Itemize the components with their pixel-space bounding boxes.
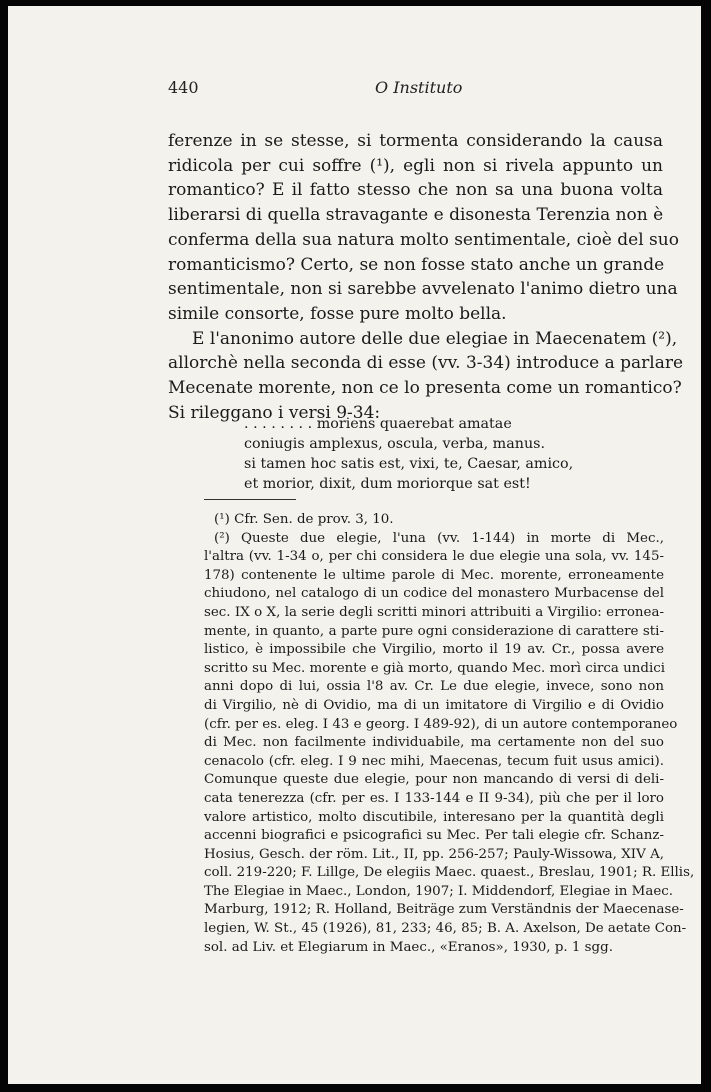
footnote-line: cata tenerezza (cfr. per es. I 133-144 e II 9-34), più che per il loro [204,790,664,806]
footnote-line: Marburg, 1912; R. Holland, Beiträge zum Verständnis der Maecenase- [204,902,684,918]
footnote-line: di Virgilio, nè di Ovidio, ma di un imitatore di Virgilio e di Ovidio [204,697,664,713]
footnote-line: (²) Queste due elegie, l'una (vv. 1-144) in morte di Mec., [214,530,664,546]
main-text [168,129,684,425]
text-line: romanticismo? Certo, se non fosse stato anche un grande [168,254,665,275]
text-line: conferma della sua natura molto sentimentale, cioè del suo [168,229,679,250]
footnote-line: 178) contenente le ultime parole di Mec. morente, erroneamente [204,567,664,583]
footnote-line: (¹) Cfr. Sen. de prov. 3, 10. [214,512,394,527]
text-line: Si rileggano i versi 9-34: [168,402,381,423]
text-line: ridicola per cui soffre (¹), egli non si rivela appunto un [168,155,663,176]
footnote-line: mente, in quanto, a parte pure ogni considerazione di carattere sti- [204,623,664,639]
verse-line: coniugis amplexus, oscula, verba, manus. [244,436,546,452]
text-line: liberarsi di quella stravagante e disonesta Terenzia non è [168,205,664,226]
footnote-line: legien, W. St., 45 (1926), 81, 233; 46, 85; B. A. Axelson, De aetate Con- [204,921,687,937]
footnote-line: di Mec. non facilmente individuabile, ma certamente non del suo [204,735,664,751]
footnote-line: anni dopo di lui, ossia l'8 av. Cr. Le due elegie, invece, sono non [204,679,664,695]
running-header [168,78,688,100]
text-line: simile consorte, fosse pure molto bella. [168,303,507,324]
verse-quotation [244,414,664,494]
text-line: E l'anonimo autore delle due elegiae in Maecenatem (²), [192,328,678,349]
footnote-line: accenni biografici e psicografici su Mec. Per tali elegie cfr. Schanz- [204,828,664,844]
verse-line: et morior, dixit, dum moriorque sat est! [244,476,531,492]
verse-line: . . . . . . . . moriens quaerebat amatae [244,416,512,432]
text-line: romantico? E il fatto stesso che non sa una buona volta [168,180,663,201]
footnote-line: valore artistico, molto discutibile, interesano per la quantità degli [204,809,664,825]
footnote-line: coll. 219-220; F. Lillge, De elegiis Maec. quaest., Breslau, 1901; R. Ellis, [204,865,695,881]
footnote-divider [204,499,296,500]
footnotes [204,511,695,957]
footnote-line: cenacolo (cfr. eleg. I 9 nec mihi, Maecenas, tecum fuit usus amici). [204,753,664,769]
footnote-line: Comunque queste due elegie, pour non mancando di versi di deli- [204,772,664,788]
footnote-line: l'altra (vv. 1-34 o, per chi considera le due elegie una sola, vv. 145- [204,549,664,565]
footnote-line: scritto su Mec. morente e già morto, quando Mec. morì circa undici [204,660,666,676]
footnote-line: listico, è impossibile che Virgilio, morto il 19 av. Cr., possa avere [204,642,664,658]
page-number: 440 [168,78,199,97]
text-line: Mecenate morente, non ce lo presenta come un romantico? [168,378,682,399]
footnote-line: Hosius, Gesch. der röm. Lit., II, pp. 256-257; Pauly-Wissowa, XIV A, [204,846,664,862]
text-line: allorchè nella seconda di esse (vv. 3-34) introduce a parlare [168,353,684,374]
footnote-line: sol. ad Liv. et Elegiarum in Maec., «Eranos», 1930, p. 1 sgg. [204,939,613,955]
footnote-line: (cfr. per es. eleg. I 43 e georg. I 489-92), di un autore contemporaneo [204,716,678,732]
footnote-line: chiudono, nel catalogo di un codice del monastero Murbacense del [204,586,664,602]
running-title: O Instituto [375,78,463,97]
verse-line: si tamen hoc satis est, vixi, te, Caesar, amico, [244,456,574,472]
book-page [8,6,701,1084]
footnote-line: The Elegiae in Maec., London, 1907; I. Middendorf, Elegiae in Maec. [204,883,674,899]
footnote-line: sec. IX o X, la serie degli scritti minori attribuiti a Virgilio: erronea- [204,604,664,620]
text-line: ferenze in se stesse, si tormenta considerando la causa [168,131,663,151]
text-line: sentimentale, non si sarebbe avvelenato l'animo dietro una [168,279,678,300]
